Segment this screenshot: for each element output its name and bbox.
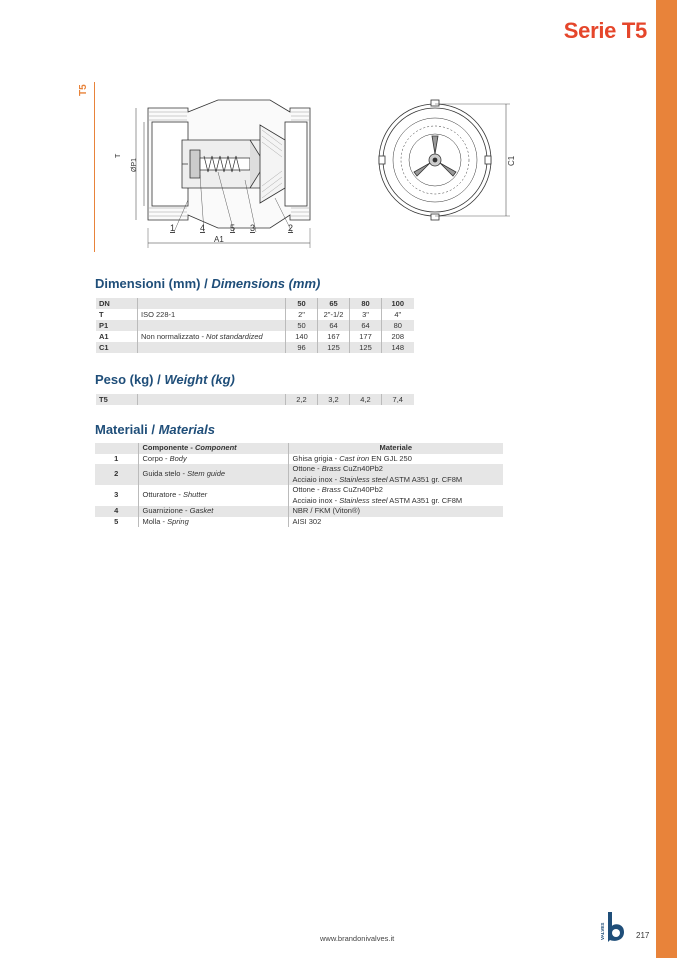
table-row: T5 2,2 3,2 4,2 7,4 [96,394,414,405]
table-row: 2 Guida stelo - Stem guide Ottone - Brass CuZn40Pb2 Acciaio inox - Stainless steel ASTM A351 gr. CF8M [95,464,503,485]
table-header-row: Componente - Component Materiale [95,443,503,454]
table-row: C1 96 125 125 148 [96,342,414,353]
callout-5: 5 [230,223,236,233]
table-header-row: DN 50 65 80 100 [96,298,414,309]
table-row: T ISO 228-1 2" 2"-1/2 3" 4" [96,309,414,320]
table-row: 1 Corpo - Body Ghisa grigia - Cast iron EN GJL 250 [95,454,503,465]
callout-2: 2 [288,223,294,233]
callout-3: 3 [250,223,256,233]
table-row: 5 Molla - Spring AISI 302 [95,517,503,528]
callout-4: 4 [200,223,206,233]
table-row: A1 Non normalizzato - Not standardized 140 167 177 208 [96,331,414,342]
dim-label-C1: C1 [507,155,516,166]
side-section-view [136,100,310,248]
page-title: Serie T5 [563,18,647,43]
materials-heading: Materiali / Materials [95,422,215,437]
front-view [379,100,510,220]
page-number: 217 [636,931,650,940]
dimensions-table [95,298,414,353]
side-tag-label: T5 [78,84,89,96]
page-edge-bar [656,0,677,958]
callout-1: 1 [170,223,176,233]
materials-table [95,443,503,527]
dim-label-T: T [115,153,122,158]
logo-text: VALVES [600,922,605,940]
table-row: 4 Guarnizione - Gasket NBR / FKM (Viton®) [95,506,503,517]
website-link[interactable]: www.brandonivalves.it [320,934,395,943]
dimensions-heading: Dimensioni (mm) / Dimensions (mm) [95,276,321,291]
brand-logo [596,910,628,944]
weight-table [95,394,414,405]
side-divider [94,82,95,252]
table-row: 3 Otturatore - Shutter Ottone - Brass CuZn40Pb2 Acciaio inox - Stainless steel ASTM A351 gr. CF8M [95,485,503,506]
weight-heading: Peso (kg) / Weight (kg) [95,372,235,387]
dim-label-P1: ØP1 [131,157,138,172]
table-row: P1 50 64 64 80 [96,320,414,331]
technical-drawing [100,80,530,255]
dim-label-A1: A1 [214,235,224,244]
